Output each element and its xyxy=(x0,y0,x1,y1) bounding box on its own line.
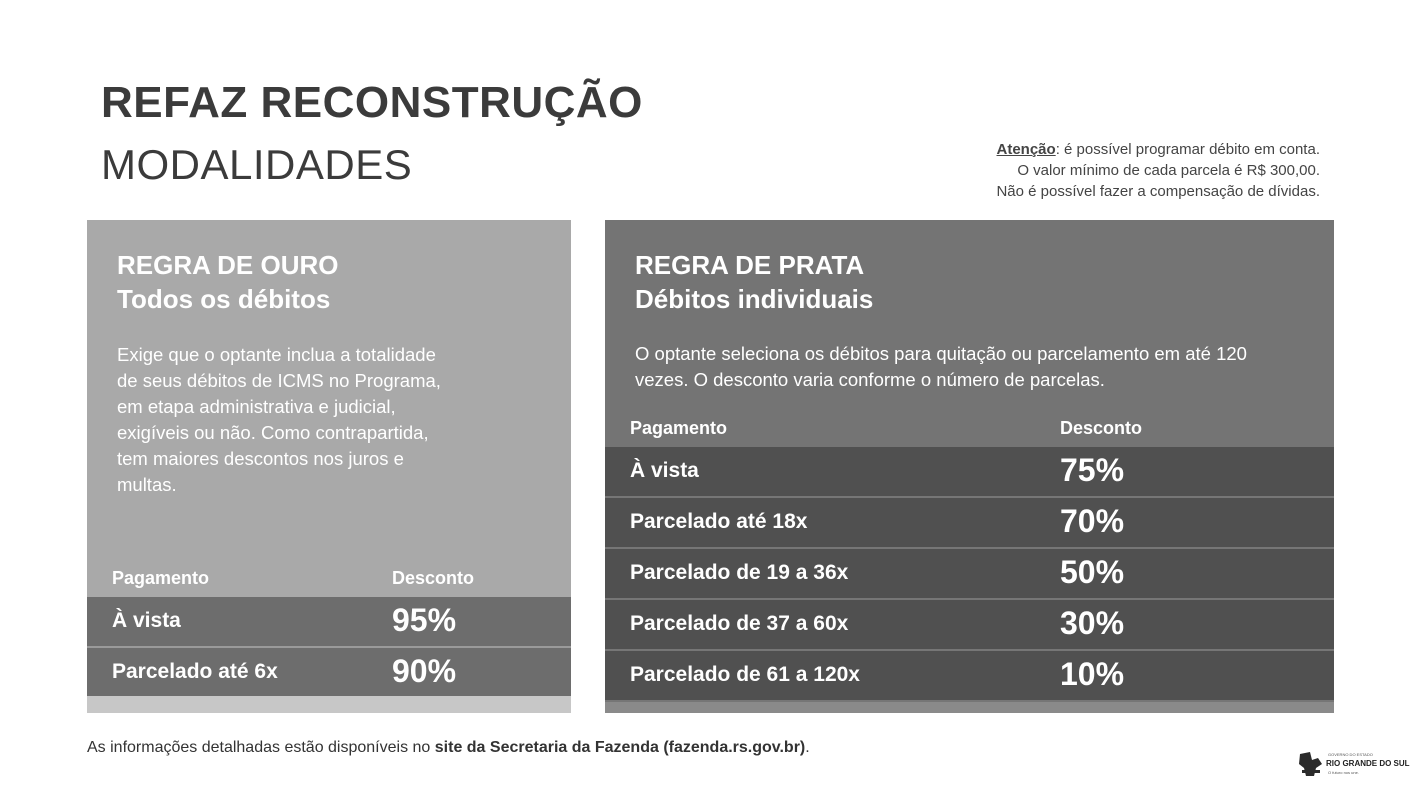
silver-col-discount: Desconto xyxy=(1060,418,1143,438)
attention-line-3: Não é possível fazer a compensação de dívidas. xyxy=(996,183,1320,200)
attention-line-2: O valor mínimo de cada parcela é R$ 300,00. xyxy=(1017,162,1320,179)
payment-cell: Parcelado de 19 a 36x xyxy=(630,561,849,584)
gold-rule-description: Exige que o optante inclua a totalidade de seus débitos de ICMS no Programa, em etapa administrativa e judicial, exigíveis ou não. Como contrapartida, tem maiores descontos nos juros e multas. xyxy=(117,344,441,495)
footer-site-link[interactable]: site da Secretaria da Fazenda (fazenda.rs.gov.br) xyxy=(434,739,806,756)
footer-suffix: . xyxy=(805,739,810,756)
discount-cell: 95% xyxy=(392,602,457,638)
gold-rule-card xyxy=(87,220,571,713)
government-logo xyxy=(1298,748,1410,782)
discount-cell: 10% xyxy=(1060,656,1125,692)
footer-prefix: As informações detalhadas estão disponíveis no xyxy=(87,739,435,756)
silver-rule-title xyxy=(635,248,873,316)
silver-rule-heading: REGRA DE PRATA xyxy=(635,250,865,280)
discount-cell: 30% xyxy=(1060,605,1125,641)
table-row xyxy=(605,651,1334,702)
silver-rule-description: O optante seleciona os débitos para quitação ou parcelamento em até 120 vezes. O desconto varia conforme o número de parcelas. xyxy=(635,343,1247,390)
payment-cell: Parcelado de 37 a 60x xyxy=(630,612,849,635)
table-row xyxy=(605,549,1334,600)
silver-rule-subheading: Débitos individuais xyxy=(635,284,874,314)
page-title: REFAZ RECONSTRUÇÃO xyxy=(101,78,643,127)
footer-note xyxy=(87,739,810,757)
attention-label: Atenção xyxy=(996,141,1056,158)
page-subtitle: MODALIDADES xyxy=(101,141,413,188)
table-row xyxy=(605,498,1334,549)
attention-line-1: : é possível programar débito em conta. xyxy=(1055,141,1320,158)
discount-cell: 70% xyxy=(1060,503,1125,539)
gold-rule-title xyxy=(117,248,339,316)
payment-cell: À vista xyxy=(630,459,699,482)
table-row xyxy=(605,447,1334,498)
logo-line-2: RIO GRANDE DO SUL xyxy=(1326,759,1410,768)
discount-cell: 90% xyxy=(392,653,457,689)
silver-rule-card xyxy=(605,220,1334,713)
gold-col-payment: Pagamento xyxy=(112,568,210,588)
state-emblem-icon xyxy=(1298,750,1324,778)
discount-cell: 50% xyxy=(1060,554,1125,590)
table-row xyxy=(87,648,571,699)
logo-line-3: O futuro nos une. xyxy=(1328,770,1359,775)
payment-cell: À vista xyxy=(112,609,181,632)
silver-table-rows xyxy=(605,447,1334,702)
logo-line-1: GOVERNO DO ESTADO xyxy=(1328,752,1373,757)
gold-rule-subheading: Todos os débitos xyxy=(117,284,331,314)
gold-table-rows xyxy=(87,597,571,699)
table-row xyxy=(87,597,571,648)
gold-card-bottom-strip xyxy=(87,696,571,713)
silver-col-payment: Pagamento xyxy=(630,418,728,438)
payment-cell: Parcelado até 18x xyxy=(630,510,808,533)
attention-note xyxy=(996,139,1320,202)
payment-cell: Parcelado até 6x xyxy=(112,660,278,683)
table-row xyxy=(605,600,1334,651)
silver-card-bottom-strip xyxy=(605,702,1334,713)
discount-cell: 75% xyxy=(1060,452,1125,488)
payment-cell: Parcelado de 61 a 120x xyxy=(630,663,860,686)
gold-rule-heading: REGRA DE OURO xyxy=(117,250,339,280)
gold-col-discount: Desconto xyxy=(392,568,475,588)
